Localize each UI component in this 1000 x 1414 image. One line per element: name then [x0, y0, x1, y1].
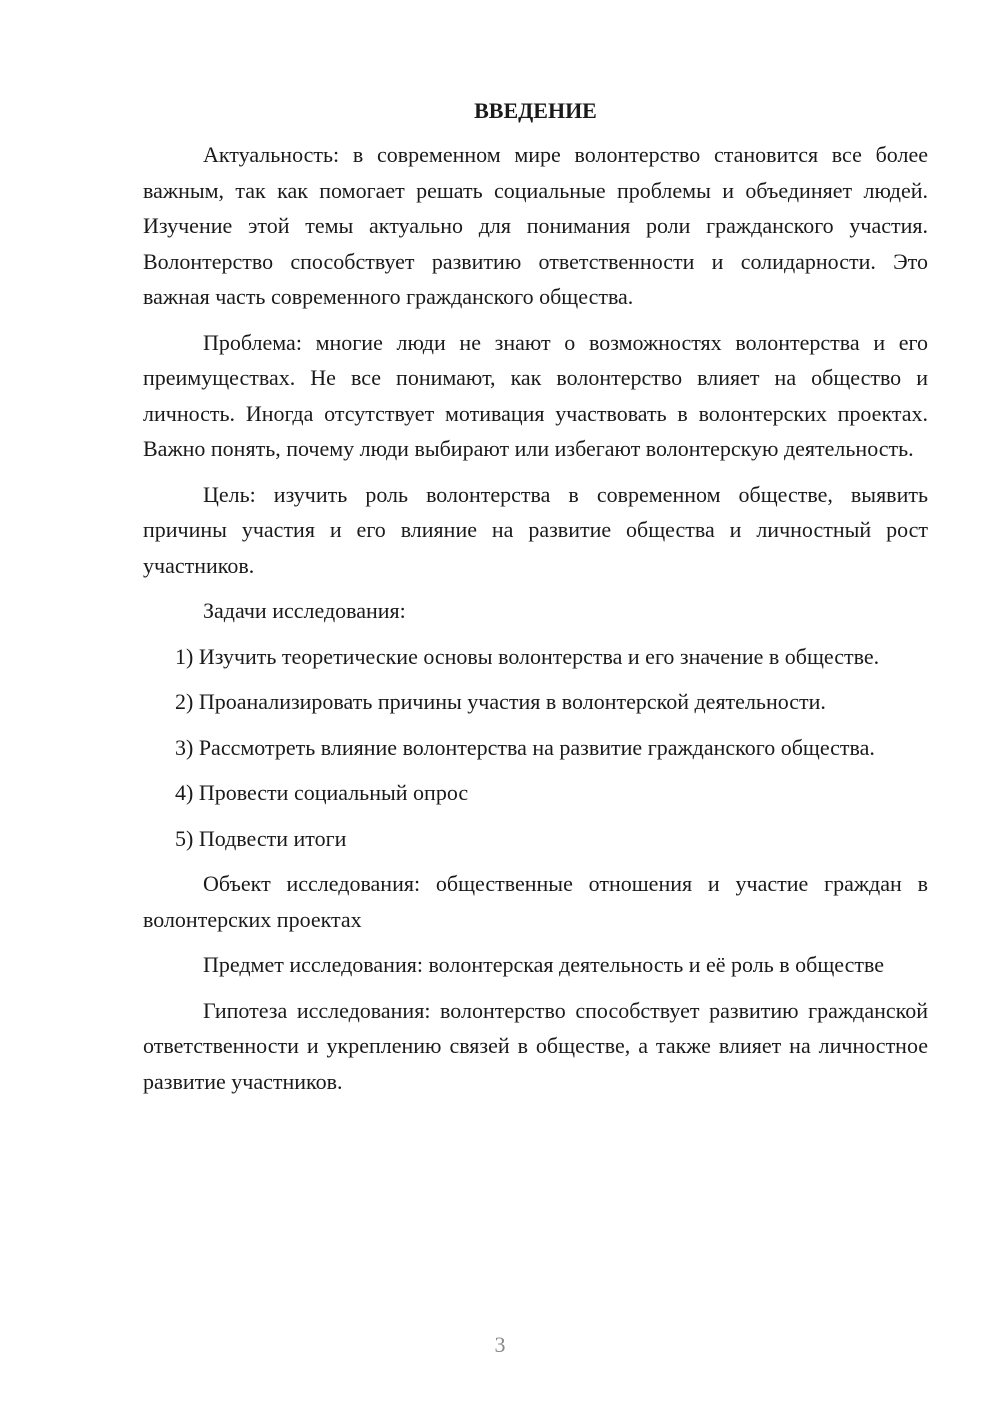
tasks-heading: Задачи исследования:	[203, 598, 406, 623]
document-page	[143, 95, 928, 1109]
document-title: ВВЕДЕНИЕ	[474, 98, 597, 123]
paragraph-goal: Цель: изучить роль волонтерства в современном обществе, выявить причины участия и его влияние на развитие общества и личностный рост участников.	[143, 481, 928, 578]
paragraph-object: Объект исследования: общественные отношения и участие граждан в волонтерских проектах	[143, 871, 928, 932]
task-item-5: 5) Подвести итоги	[175, 825, 347, 851]
page-number: 3	[494, 1332, 506, 1357]
task-item-3: 3) Рассмотреть влияние волонтерства на развитие гражданского общества.	[175, 734, 875, 760]
task-item-2: 2) Проанализировать причины участия в волонтерской деятельности.	[175, 689, 826, 714]
task-item-4: 4) Провести социальный опрос	[175, 780, 469, 805]
task-item-1: 1) Изучить теоретические основы волонтерства и его значение в обществе.	[175, 643, 880, 669]
paragraph-relevance: Актуальность: в современном мире волонтерство становится все более важным, так как помогает решать социальные проблемы и объединяет людей. Изучение этой темы актуально для понимания роли гражданского участия. Волонтерство способствует развитию ответственности и солидарности. Это важная часть современного гражданского общества.	[143, 142, 928, 309]
paragraph-problem: Проблема: многие люди не знают о возможностях волонтерства и его преимуществах. Не все понимают, как волонтерство влияет на общество и личность. Иногда отсутствует мотивация участвовать в волонтерских проектах. Важно понять, почему люди выбирают или избегают волонтерскую деятельность.	[143, 329, 928, 461]
paragraph-hypothesis: Гипотеза исследования: волонтерство способствует развитию гражданской ответственности и укреплению связей в обществе, а также влияет на личностное развитие участников.	[143, 997, 928, 1094]
paragraph-subject: Предмет исследования: волонтерская деятельность и её роль в обществе	[203, 952, 884, 977]
